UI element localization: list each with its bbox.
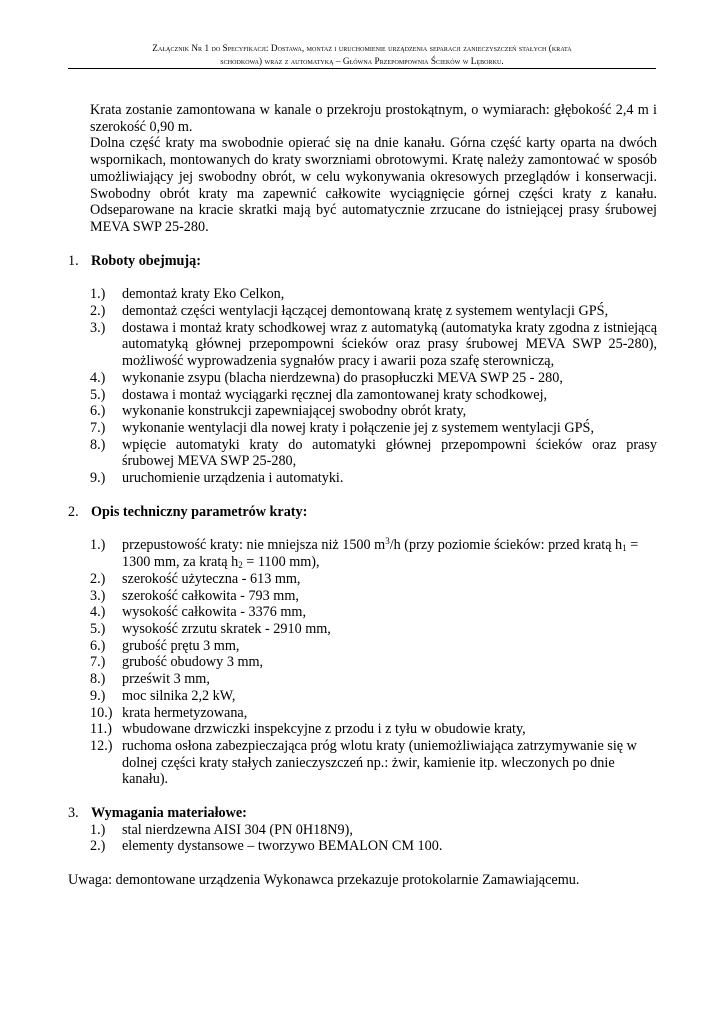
throughput-text-d: = 1100 mm),: [242, 554, 320, 571]
section-heading: [68, 504, 657, 521]
section-material-requirements: [68, 805, 657, 855]
list-item: [90, 738, 657, 788]
list-item: [90, 654, 657, 671]
subscript: 1: [622, 543, 627, 554]
list-item: [90, 320, 657, 370]
intro-paragraph-2: Dolna część kraty ma swobodnie opierać się na dnie kanału. Górna część karty oparta na dwóch wspornikach, montowanych do kraty sworzniami obrotowymi. Kratę należy zamontować w sposób umożliwiający jej swobodny obrót, w celu wykonywania okresowych przeglądów i konserwacji. Swobodny obrót kraty ma zapewnić całkowite wyciągnięcie górnej części kraty z kanału. Odseparowane na kracie skratki mają być automatycznie zrzucane do istniejącej prasy śrubowej MEVA SWP 25-280.: [90, 135, 657, 235]
list-item: [90, 638, 657, 655]
item-text: wykonanie wentylacji dla nowej kraty i połączenie jej z systemem wentylacji GPŚ,: [122, 419, 594, 436]
item-number: 8.): [90, 671, 106, 688]
page-header: [68, 42, 656, 68]
item-text: demontaż kraty Eko Celkon,: [122, 286, 285, 303]
item-text: szerokość użyteczna - 613 mm,: [122, 570, 301, 587]
item-text: dostawa i montaż wyciągarki ręcznej dla zamontowanej kraty schodkowej,: [122, 386, 548, 403]
item-number: 10.): [90, 704, 113, 721]
item-text: wykonanie zsypu (blacha nierdzewna) do prasopłuczki MEVA SWP 25 - 280,: [122, 369, 563, 386]
parameters-list: [90, 537, 657, 788]
works-list: [90, 286, 657, 486]
item-text: stal nierdzewna AISI 304 (PN 0H18N9),: [122, 821, 353, 838]
item-number: 12.): [90, 737, 113, 754]
item-text: szerokość całkowita - 793 mm,: [122, 587, 299, 604]
item-number: 7.): [90, 654, 106, 671]
section-title: Opis techniczny parametrów kraty:: [91, 503, 308, 520]
item-number: 6.): [90, 403, 106, 420]
item-number: 2.): [90, 570, 106, 587]
throughput-text-a: przepustowość kraty: nie mniejsza niż 1500 m: [122, 537, 386, 554]
list-item: [90, 470, 657, 487]
document-body: [68, 102, 657, 889]
list-item: [90, 688, 657, 705]
item-number: 11.): [90, 721, 112, 738]
item-number: 1.): [90, 537, 106, 554]
list-item: [90, 604, 657, 621]
item-number: 6.): [90, 637, 106, 654]
superscript: 3: [385, 536, 390, 547]
item-text: prześwit 3 mm,: [122, 671, 210, 688]
section-heading: [68, 805, 657, 822]
list-item: [90, 370, 657, 387]
item-text: [122, 537, 657, 570]
list-item: [90, 303, 657, 320]
item-number: 2.): [90, 303, 106, 320]
list-item: [90, 721, 657, 738]
list-item: [90, 437, 657, 470]
item-number: 1.): [90, 821, 106, 838]
item-text: demontaż części wentylacji łączącej demontowaną kratę z systemem wentylacji GPŚ,: [122, 303, 609, 320]
item-number: 5.): [90, 620, 106, 637]
item-text: krata hermetyzowana,: [122, 704, 248, 721]
item-text: grubość prętu 3 mm,: [122, 637, 240, 654]
item-number: 3.): [90, 587, 106, 604]
list-item: [90, 403, 657, 420]
list-item: [90, 571, 657, 588]
list-item: [90, 822, 657, 839]
header-line-1: Załącznik Nr 1 do Specyfikacji: Dostawa, montaż i uruchomienie urządzenia separacji zanieczyszczeń stałych (krata: [152, 43, 572, 53]
list-item: [90, 621, 657, 638]
section-heading: [68, 253, 657, 270]
section-works: [68, 253, 657, 487]
item-number: 9.): [90, 687, 106, 704]
section-title: Roboty obejmują:: [91, 252, 201, 269]
item-number: 9.): [90, 470, 106, 487]
item-number: 4.): [90, 604, 106, 621]
item-text: grubość obudowy 3 mm,: [122, 654, 264, 671]
item-text: dostawa i montaż kraty schodkowej wraz z automatyką (automatyka kraty zgodna z istniejącą automatyką głównej przepompowni ścieków oraz prasy śrubowej MEVA SWP 25-280), możliwość wyprowadzenia sygnałów pracy i awarii poza szafę sterowniczą,: [122, 319, 657, 370]
list-item: [90, 671, 657, 688]
item-text: ruchoma osłona zabezpieczająca próg wlotu kraty (uniemożliwiająca zatrzymywanie się w dolnej części kraty stałych zanieczyszczeń np.: żwir, kamienie itp. wleczonych po dnie kanału).: [122, 737, 637, 788]
section-number: 2.: [68, 503, 79, 520]
throughput-text-c: = 1300 mm, za kratą h: [122, 537, 639, 571]
item-text: wysokość całkowita - 3376 mm,: [122, 604, 307, 621]
throughput-text-b: /h (przy poziomie ścieków: przed kratą h: [389, 537, 623, 554]
item-text: wpięcie automatyki kraty do automatyki głównej przepompowni ścieków oraz prasy śrubowej MEVA SWP 25-280,: [122, 436, 657, 470]
item-text: wykonanie konstrukcji zapewniającej swobodny obrót kraty,: [122, 403, 467, 420]
materials-list: [90, 822, 657, 855]
item-number: 7.): [90, 419, 106, 436]
intro-paragraph-1: Krata zostanie zamontowana w kanale o przekroju prostokątnym, o wymiarach: głębokość 2,4 m i szerokość 0,90 m.: [90, 102, 657, 135]
subscript: 2: [238, 560, 243, 571]
item-text: wysokość zrzutu skratek - 2910 mm,: [122, 620, 331, 637]
header-divider: [68, 68, 656, 69]
list-item: [90, 286, 657, 303]
item-number: 4.): [90, 369, 106, 386]
item-number: 1.): [90, 286, 106, 303]
list-item: [90, 537, 657, 570]
item-number: 8.): [90, 436, 106, 453]
section-number: 1.: [68, 252, 79, 269]
header-line-2: schodkowa) wraz z automatyką – Główna Przepompownia Ścieków w Lęborku.: [220, 56, 504, 66]
item-text: moc silnika 2,2 kW,: [122, 687, 236, 704]
list-item: [90, 420, 657, 437]
item-number: 3.): [90, 319, 106, 336]
item-text: elementy dystansowe – tworzywo BEMALON CM 100.: [122, 838, 443, 855]
list-item: [90, 705, 657, 722]
item-number: 2.): [90, 838, 106, 855]
note-paragraph: Uwaga: demontowane urządzenia Wykonawca przekazuje protokolarnie Zamawiającemu.: [68, 872, 580, 889]
section-technical-parameters: [68, 504, 657, 788]
item-number: 5.): [90, 386, 106, 403]
section-title: Wymagania materiałowe:: [91, 805, 247, 822]
section-number: 3.: [68, 805, 79, 822]
item-text: uruchomienie urządzenia i automatyki.: [122, 470, 344, 487]
list-item: [90, 838, 657, 855]
item-text: wbudowane drzwiczki inspekcyjne z przodu i z tyłu w obudowie kraty,: [122, 721, 526, 738]
list-item: [90, 387, 657, 404]
list-item: [90, 588, 657, 605]
